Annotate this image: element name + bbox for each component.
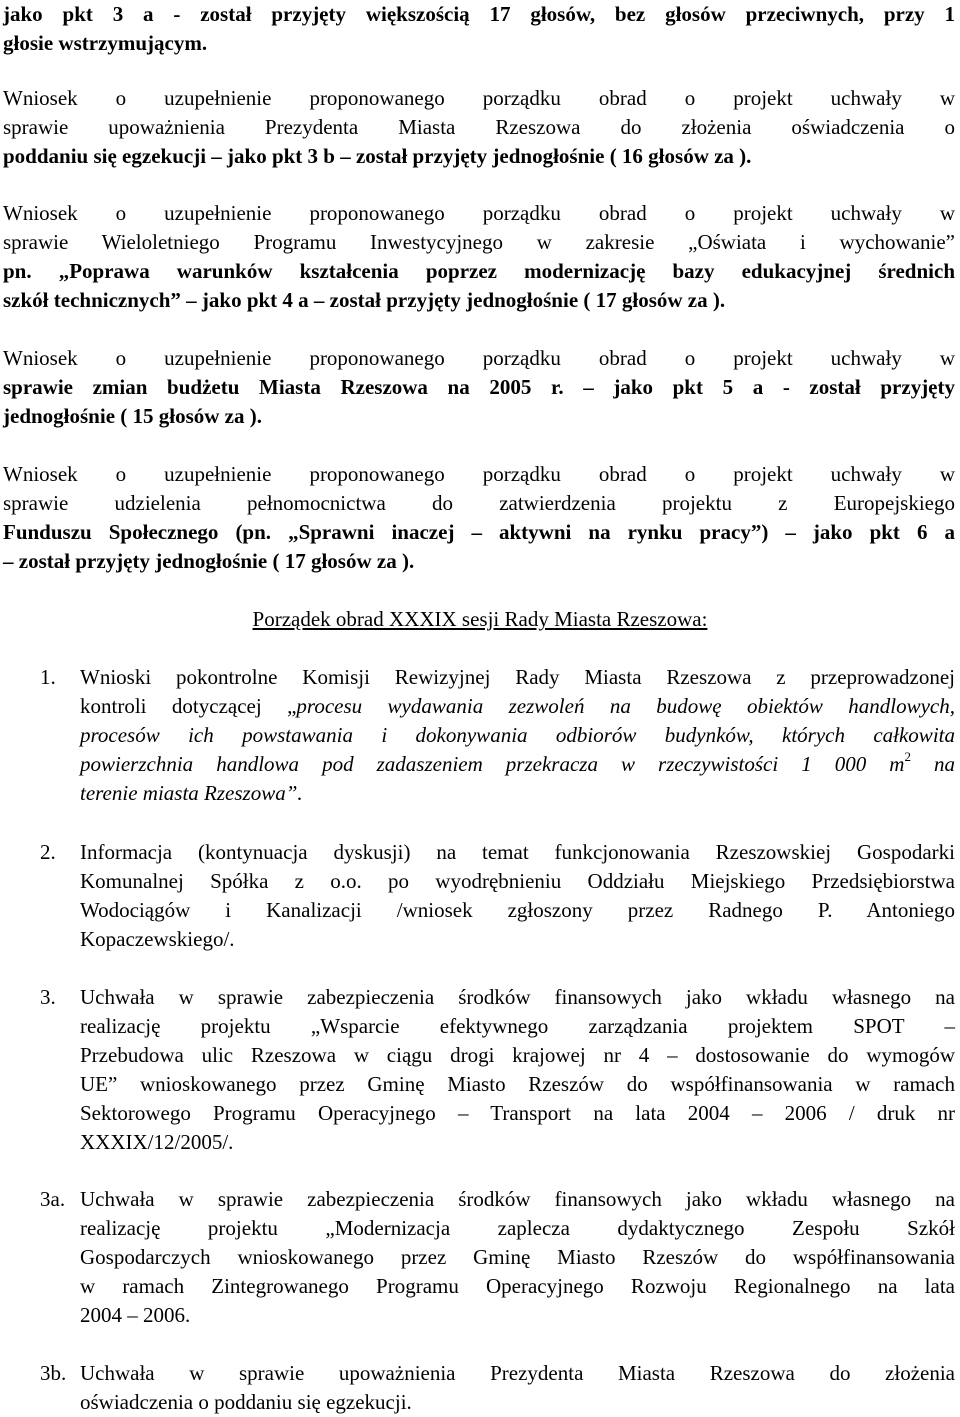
text-line: Uchwała w sprawie upoważnienia Prezydenta Miasta Rzeszowa do złożenia xyxy=(80,1361,955,1385)
text-line: oświadczenia o poddaniu się egzekucji. xyxy=(80,1390,412,1414)
text-line: XXXIX/12/2005/. xyxy=(80,1130,234,1154)
text-line: Kopaczewskiego/. xyxy=(80,927,235,951)
text-fragment-italic: procesu wydawania zezwoleń na budowę obiektów handlowych, xyxy=(296,694,955,718)
text-line: pn. „Poprawa warunków kształcenia poprzez modernizację bazy edukacyjnej średnich xyxy=(3,259,955,283)
text-line: Funduszu Społecznego (pn. „Sprawni inaczej – aktywni na rynku pracy”) – jako pkt 6 a xyxy=(3,520,955,544)
item-number: 3b. xyxy=(40,1361,67,1385)
text-line xyxy=(80,750,955,779)
paragraph-motion-4a xyxy=(3,199,955,315)
text-line: UE” wnioskowanego przez Gminę Miasto Rzeszów do współfinansowania w ramach xyxy=(80,1072,955,1096)
item-number: 1. xyxy=(40,665,56,689)
agenda-item-3a xyxy=(40,1185,955,1335)
item-number: 3a. xyxy=(40,1187,66,1211)
agenda-item-3 xyxy=(40,983,955,1163)
text-line: sprawie zmian budżetu Miasta Rzeszowa na 2005 r. – jako pkt 5 a - został przyjęty xyxy=(3,375,955,399)
text-line: realizację projektu „Modernizacja zaplecza dydaktycznego Zespołu Szkół xyxy=(80,1216,955,1240)
text-line: poddaniu się egzekucji – jako pkt 3 b – został przyjęty jednogłośnie ( 16 głosów za ). xyxy=(3,144,752,168)
text-line: Informacja (kontynuacja dyskusji) na temat funkcjonowania Rzeszowskiej Gospodarki xyxy=(80,840,955,864)
text-line: Gospodarczych wnioskowanego przez Gminę Miasto Rzeszów do współfinansowania xyxy=(80,1245,955,1269)
paragraph-motion-6a xyxy=(3,460,955,576)
paragraph-motion-3b xyxy=(3,84,955,171)
paragraph-motion-5a xyxy=(3,344,955,431)
text-fragment-italic: procesów ich powstawania i dokonywania odbiorów budynków, których całkowita xyxy=(80,723,955,747)
text-line: sprawie udzielenia pełnomocnictwa do zatwierdzenia projektu z Europejskiego xyxy=(3,491,955,515)
paragraph-vote-3a xyxy=(3,0,955,58)
text-line: Wniosek o uzupełnienie proponowanego porządku obrad o projekt uchwały w xyxy=(3,86,955,110)
item-number: 2. xyxy=(40,840,56,864)
agenda-item-3b xyxy=(40,1359,955,1417)
text-line: Wodociągów i Kanalizacji /wniosek zgłoszony przez Radnego P. Antoniego xyxy=(80,898,955,922)
item-number: 3. xyxy=(40,985,56,1009)
text-line xyxy=(80,721,955,750)
agenda-heading-text: Porządek obrad XXXIX sesji Rady Miasta Rzeszowa: xyxy=(252,607,708,631)
agenda-item-2 xyxy=(40,838,955,958)
text-line xyxy=(80,779,955,808)
superscript: 2 xyxy=(904,749,911,764)
agenda-item-1 xyxy=(40,663,955,813)
text-line: 2004 – 2006. xyxy=(80,1303,191,1327)
text-line: – został przyjęty jednogłośnie ( 17 głosów za ). xyxy=(3,549,415,573)
text-line: Uchwała w sprawie zabezpieczenia środków finansowych jako wkładu własnego na xyxy=(80,1187,955,1211)
text-fragment-italic: terenie miasta Rzeszowa”. xyxy=(80,781,303,805)
text-line: Komunalnej Spółka z o.o. po wyodrębnieniu Oddziału Miejskiego Przedsiębiorstwa xyxy=(80,869,955,893)
text-line: jako pkt 3 a - został przyjęty większością 17 głosów, bez głosów przeciwnych, przy 1 xyxy=(3,2,955,26)
text-line: głosie wstrzymującym. xyxy=(3,31,208,55)
text-line: sprawie upoważnienia Prezydenta Miasta Rzeszowa do złożenia oświadczenia o xyxy=(3,115,955,139)
text-line: szkół technicznych” – jako pkt 4 a – został przyjęty jednogłośnie ( 17 głosów za ). xyxy=(3,288,726,312)
text-line: Wnioski pokontrolne Komisji Rewizyjnej Rady Miasta Rzeszowa z przeprowadzonej xyxy=(80,665,955,689)
text-line: Wniosek o uzupełnienie proponowanego porządku obrad o projekt uchwały w xyxy=(3,201,955,225)
text-line: Wniosek o uzupełnienie proponowanego porządku obrad o projekt uchwały w xyxy=(3,346,955,370)
text-fragment: kontroli dotyczącej „ xyxy=(80,694,297,718)
text-line: Wniosek o uzupełnienie proponowanego porządku obrad o projekt uchwały w xyxy=(3,462,955,486)
agenda-heading xyxy=(0,605,960,634)
text-fragment-italic: powierzchnia handlowa pod zadaszeniem przekracza w rzeczywistości 1 000 m xyxy=(80,752,905,776)
text-line: jednogłośnie ( 15 głosów za ). xyxy=(3,404,262,428)
text-line: Uchwała w sprawie zabezpieczenia środków finansowych jako wkładu własnego na xyxy=(80,985,955,1009)
text-line: realizację projektu „Wsparcie efektywnego zarządzania projektem SPOT – xyxy=(80,1014,955,1038)
text-line: sprawie Wieloletniego Programu Inwestycyjnego w zakresie „Oświata i wychowanie” xyxy=(3,230,955,254)
text-line xyxy=(80,692,955,721)
text-line: Przebudowa ulic Rzeszowa w ciągu drogi krajowej nr 4 – dostosowanie do wymogów xyxy=(80,1043,955,1067)
text-line: Sektorowego Programu Operacyjnego – Transport na lata 2004 – 2006 / druk nr xyxy=(80,1101,955,1125)
text-fragment-italic: na xyxy=(910,752,955,776)
text-line: w ramach Zintegrowanego Programu Operacyjnego Rozwoju Regionalnego na lata xyxy=(80,1274,955,1298)
